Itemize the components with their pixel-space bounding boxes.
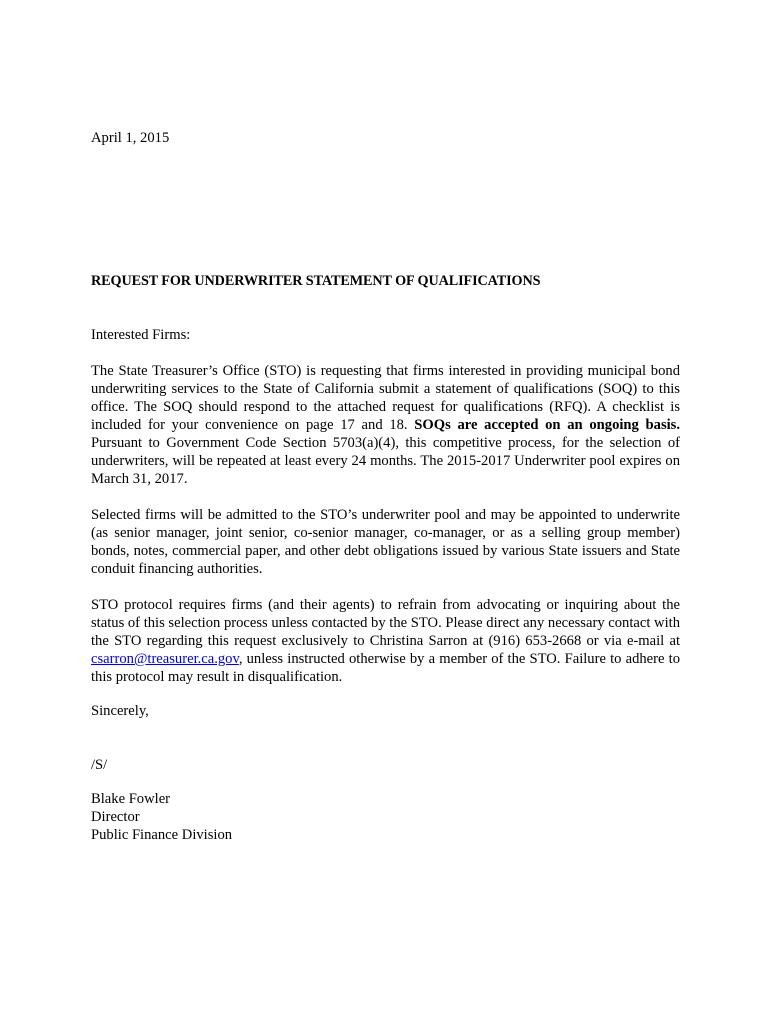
salutation: Interested Firms: — [91, 327, 191, 343]
paragraph-request-text-1: The State Treasurer’s Office (STO) is requesting that firms interested in providing municipal bond underwriting services to the State of California submit a statement of qualifications (SOQ) to this office. The SOQ should respond to the attached request for qualifications (RFQ). A checklist is included for your convenience on page 17 and 18. — [91, 363, 680, 433]
signer-title: Director — [91, 809, 140, 825]
paragraph-pool: Selected firms will be admitted to the STO’s underwriter pool and may be appointed to underwrite (as senior manager, joint senior, co-senior manager, co-manager, or as a selling group member) bonds, notes, commercial paper, and other debt obligations issued by various State issuers and State conduit financing authorities. — [91, 507, 680, 577]
paragraph-protocol-text-1: STO protocol requires firms (and their agents) to refrain from advocating or inquiring about the status of this selection process unless contacted by the STO. Please direct any necessary contact with the STO regarding this request exclusively to Christina Sarron at (916) 653-2668 or via e-mail at — [91, 597, 680, 649]
email-link[interactable]: csarron@treasurer.ca.gov — [91, 651, 239, 667]
letter-heading: REQUEST FOR UNDERWRITER STATEMENT OF QUALIFICATIONS — [91, 273, 541, 289]
paragraph-request-bold: SOQs are accepted on an ongoing basis. — [414, 417, 680, 433]
signature: /S/ — [91, 757, 108, 773]
paragraph-protocol — [91, 596, 680, 686]
letter-date: April 1, 2015 — [91, 130, 170, 146]
signer-division: Public Finance Division — [91, 827, 233, 843]
paragraph-protocol-text-2: , unless instructed otherwise by a member of the STO. Failure to adhere to this protocol may result in disqualification. — [91, 651, 680, 685]
signer-name: Blake Fowler — [91, 791, 171, 807]
paragraph-request — [91, 362, 680, 488]
closing: Sincerely, — [91, 703, 149, 719]
paragraph-request-text-2: Pursuant to Government Code Section 5703(a)(4), this competitive process, for the selection of underwriters, will be repeated at least every 24 months. The 2015-2017 Underwriter pool expires on March 31, 2017. — [91, 435, 680, 487]
